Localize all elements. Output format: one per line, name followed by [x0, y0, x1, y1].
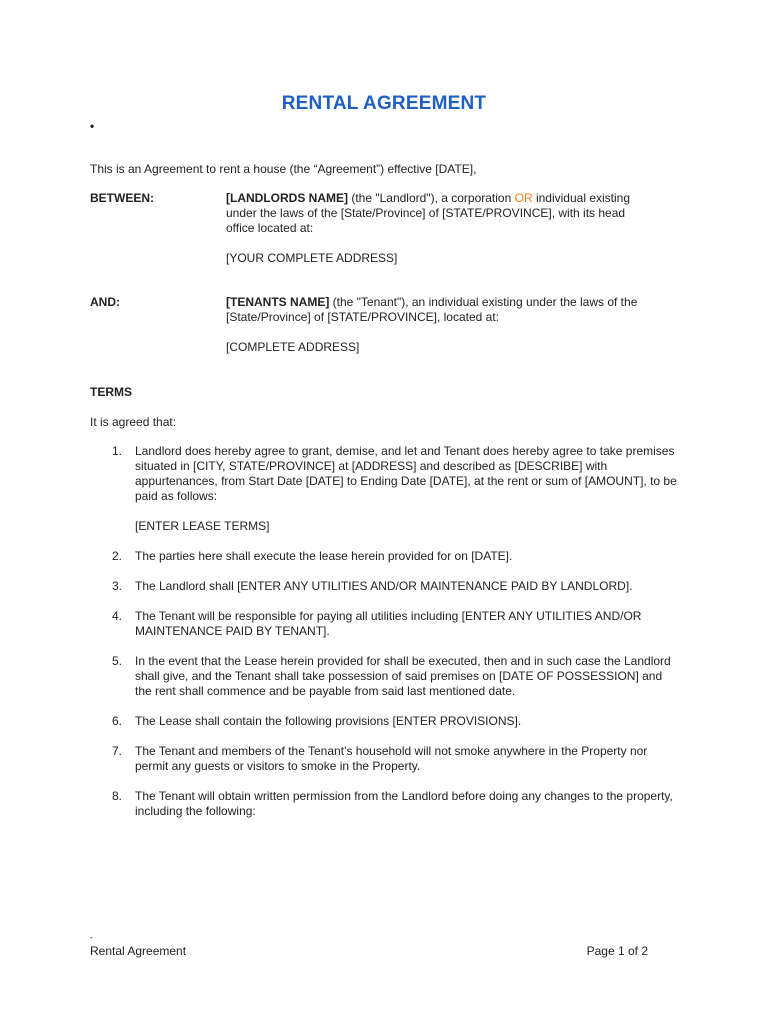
item-number: 8.	[112, 789, 123, 803]
list-item	[90, 714, 680, 729]
page-number: Page 1 of 2	[586, 944, 648, 958]
item-text: The Lease shall contain the following provisions [ENTER PROVISIONS].	[135, 714, 522, 728]
landlord-name: [LANDLORDS NAME]	[226, 191, 348, 205]
landlord-description	[226, 191, 656, 236]
terms-list	[90, 444, 680, 834]
list-item	[90, 579, 680, 594]
item-number: 7.	[112, 744, 123, 758]
landlord-text-b: individual existing under the laws of the [State/Province] of [STATE/PROVINCE], with its head office located at:	[226, 191, 631, 235]
between-label: BETWEEN:	[90, 191, 154, 205]
landlord-address: [YOUR COMPLETE ADDRESS]	[226, 251, 398, 265]
item-number: 5.	[112, 654, 123, 668]
landlord-block	[226, 191, 656, 266]
list-item	[90, 444, 680, 534]
tenant-address: [COMPLETE ADDRESS]	[226, 340, 360, 354]
footer-mark: -	[90, 933, 93, 942]
item-text: The Tenant and members of the Tenant’s household will not smoke anywhere in the Property nor permit any guests or visitors to smoke in the Property.	[135, 744, 648, 773]
item-number: 1.	[112, 444, 123, 458]
item-number: 4.	[112, 609, 123, 623]
or-highlight: OR	[514, 191, 533, 205]
and-label: AND:	[90, 295, 120, 309]
item-text: In the event that the Lease herein provided for shall be executed, then and in such case the Landlord shall give, and the Tenant shall take possession of said premises on [DATE OF POSSESSION] and the rent shall commence and be payable from said last mentioned date.	[135, 654, 671, 698]
item-number: 6.	[112, 714, 123, 728]
list-item	[90, 789, 680, 819]
bullet-mark: •	[90, 119, 95, 133]
item-extra: [ENTER LEASE TERMS]	[135, 519, 270, 533]
document-title: RENTAL AGREEMENT	[281, 93, 487, 114]
list-item	[90, 549, 680, 564]
item-text: Landlord does hereby agree to grant, demise, and let and Tenant does hereby agree to take premises situated in [CITY, STATE/PROVINCE] at [ADDRESS] and described as [DESCRIBE] with appurtenances, from Start Date [DATE] to Ending Date [DATE], at the rent or sum of [AMOUNT], to be paid as follows:	[135, 444, 677, 503]
tenant-description	[226, 295, 656, 325]
list-item	[90, 744, 680, 774]
item-number: 3.	[112, 579, 123, 593]
item-number: 2.	[112, 549, 123, 563]
list-item	[90, 654, 680, 699]
item-text: The parties here shall execute the lease herein provided for on [DATE].	[135, 549, 513, 563]
intro-paragraph: This is an Agreement to rent a house (the “Agreement”) effective [DATE],	[90, 162, 477, 176]
tenant-text: (the "Tenant"), an individual existing under the laws of the [State/Province] of [STATE/PROVINCE], located at:	[226, 295, 638, 324]
terms-heading: TERMS	[90, 385, 132, 399]
agreed-text: It is agreed that:	[90, 415, 177, 429]
item-text: The Tenant will be responsible for paying all utilities including [ENTER ANY UTILITIES AND/OR MAINTENANCE PAID BY TENANT].	[135, 609, 642, 638]
item-text: The Tenant will obtain written permission from the Landlord before doing any changes to the property, including the following:	[135, 789, 673, 818]
tenant-block	[226, 295, 656, 355]
landlord-text-a: (the "Landlord"), a corporation	[348, 191, 515, 205]
item-text: The Landlord shall [ENTER ANY UTILITIES AND/OR MAINTENANCE PAID BY LANDLORD].	[135, 579, 633, 593]
list-item	[90, 609, 680, 639]
tenant-name: [TENANTS NAME]	[226, 295, 330, 309]
footer-title: Rental Agreement	[90, 944, 187, 958]
